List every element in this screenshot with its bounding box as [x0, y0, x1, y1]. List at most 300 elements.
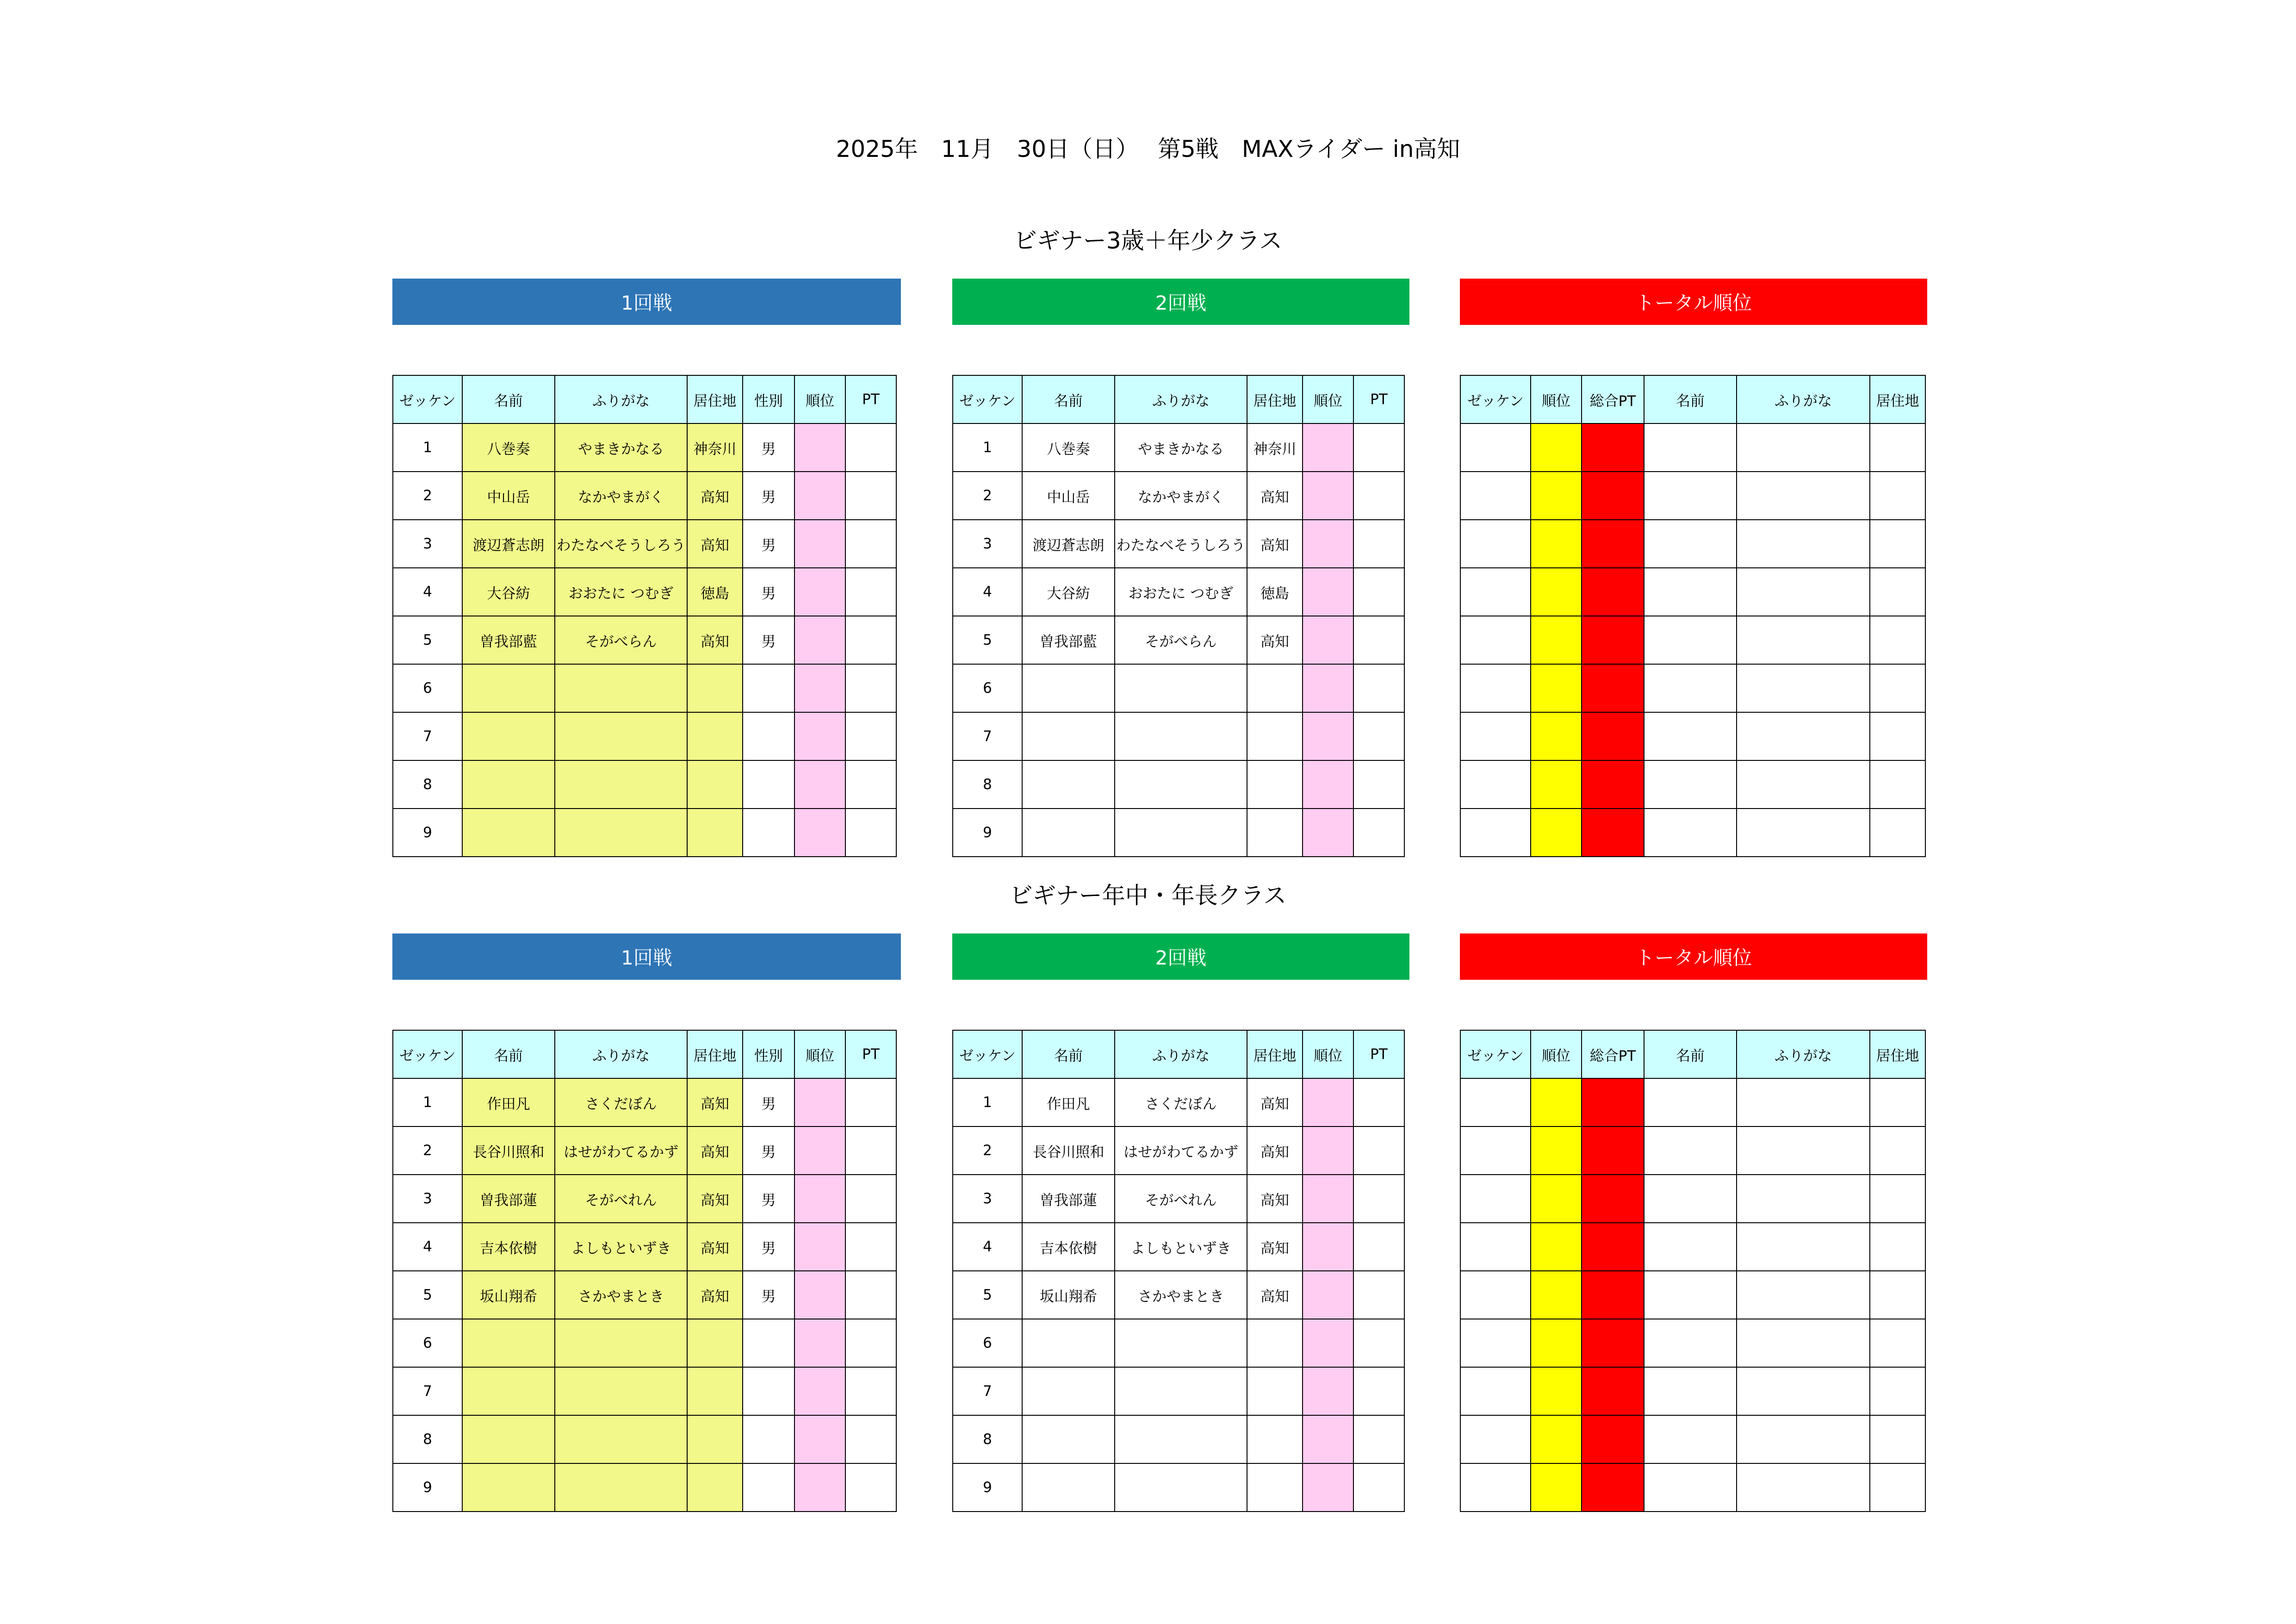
- total-points-cell[interactable]: [1582, 423, 1644, 472]
- bib-number-cell[interactable]: [1460, 520, 1531, 568]
- residence-cell[interactable]: [1247, 1463, 1303, 1512]
- residence-cell[interactable]: [1870, 1463, 1925, 1512]
- furigana-cell[interactable]: はせがわてるかず: [555, 1126, 687, 1175]
- residence-cell[interactable]: [1247, 664, 1303, 712]
- bib-number-cell[interactable]: 1: [953, 1078, 1022, 1126]
- rank-cell[interactable]: [1303, 1367, 1353, 1415]
- points-cell[interactable]: [845, 472, 896, 520]
- bib-number-cell[interactable]: [1460, 616, 1531, 664]
- name-cell[interactable]: 曽我部藍: [462, 616, 555, 664]
- residence-cell[interactable]: [1870, 664, 1925, 712]
- rank-cell[interactable]: [794, 520, 845, 568]
- residence-cell[interactable]: 高知: [687, 1078, 743, 1126]
- rank-cell[interactable]: [1303, 1463, 1353, 1512]
- name-cell[interactable]: [1022, 809, 1115, 857]
- gender-cell[interactable]: 男: [743, 1078, 794, 1126]
- bib-number-cell[interactable]: 2: [953, 1126, 1022, 1175]
- name-cell[interactable]: [1644, 1223, 1737, 1271]
- furigana-cell[interactable]: わたなべそうしろう: [1115, 520, 1247, 568]
- bib-number-cell[interactable]: [1460, 760, 1531, 809]
- rank-cell[interactable]: [794, 760, 845, 809]
- name-cell[interactable]: [1022, 760, 1115, 809]
- residence-cell[interactable]: 高知: [687, 472, 743, 520]
- bib-number-cell[interactable]: 8: [393, 1415, 462, 1463]
- bib-number-cell[interactable]: [1460, 1367, 1531, 1415]
- rank-cell[interactable]: [794, 1175, 845, 1223]
- total-points-cell[interactable]: [1582, 1175, 1644, 1223]
- name-cell[interactable]: [462, 664, 555, 712]
- residence-cell[interactable]: [687, 712, 743, 760]
- furigana-cell[interactable]: [555, 664, 687, 712]
- points-cell[interactable]: [845, 760, 896, 809]
- residence-cell[interactable]: [1870, 1126, 1925, 1175]
- rank-cell[interactable]: [1531, 1078, 1582, 1126]
- rank-cell[interactable]: [1303, 1126, 1353, 1175]
- points-cell[interactable]: [845, 568, 896, 616]
- points-cell[interactable]: [845, 1126, 896, 1175]
- bib-number-cell[interactable]: 6: [953, 664, 1022, 712]
- total-points-cell[interactable]: [1582, 520, 1644, 568]
- bib-number-cell[interactable]: 2: [393, 472, 462, 520]
- total-points-cell[interactable]: [1582, 568, 1644, 616]
- furigana-cell[interactable]: さくだぼん: [555, 1078, 687, 1126]
- furigana-cell[interactable]: さかやまとき: [1115, 1271, 1247, 1319]
- gender-cell[interactable]: [743, 664, 794, 712]
- residence-cell[interactable]: 高知: [1247, 1223, 1303, 1271]
- residence-cell[interactable]: 徳島: [687, 568, 743, 616]
- name-cell[interactable]: [1022, 1319, 1115, 1367]
- name-cell[interactable]: [1644, 1126, 1737, 1175]
- total-points-cell[interactable]: [1582, 1319, 1644, 1367]
- total-points-cell[interactable]: [1582, 664, 1644, 712]
- name-cell[interactable]: 曽我部蓮: [462, 1175, 555, 1223]
- bib-number-cell[interactable]: [1460, 423, 1531, 472]
- points-cell[interactable]: [845, 664, 896, 712]
- furigana-cell[interactable]: [1737, 664, 1870, 712]
- name-cell[interactable]: 長谷川照和: [1022, 1126, 1115, 1175]
- rank-cell[interactable]: [794, 616, 845, 664]
- gender-cell[interactable]: 男: [743, 568, 794, 616]
- residence-cell[interactable]: [687, 809, 743, 857]
- rank-cell[interactable]: [794, 712, 845, 760]
- bib-number-cell[interactable]: 7: [953, 712, 1022, 760]
- rank-cell[interactable]: [1531, 1463, 1582, 1512]
- name-cell[interactable]: [462, 1463, 555, 1512]
- total-points-cell[interactable]: [1582, 809, 1644, 857]
- rank-cell[interactable]: [1303, 1415, 1353, 1463]
- residence-cell[interactable]: [1870, 712, 1925, 760]
- bib-number-cell[interactable]: 9: [393, 809, 462, 857]
- furigana-cell[interactable]: よしもといずき: [555, 1223, 687, 1271]
- points-cell[interactable]: [845, 1415, 896, 1463]
- points-cell[interactable]: [845, 520, 896, 568]
- rank-cell[interactable]: [1303, 664, 1353, 712]
- residence-cell[interactable]: 神奈川: [687, 423, 743, 472]
- furigana-cell[interactable]: そがべらん: [555, 616, 687, 664]
- rank-cell[interactable]: [1303, 568, 1353, 616]
- furigana-cell[interactable]: [1737, 1175, 1870, 1223]
- furigana-cell[interactable]: [1737, 1126, 1870, 1175]
- name-cell[interactable]: 中山岳: [1022, 472, 1115, 520]
- bib-number-cell[interactable]: 7: [393, 712, 462, 760]
- name-cell[interactable]: [1644, 809, 1737, 857]
- bib-number-cell[interactable]: 6: [393, 1319, 462, 1367]
- rank-cell[interactable]: [1531, 1367, 1582, 1415]
- name-cell[interactable]: 八巻奏: [1022, 423, 1115, 472]
- total-points-cell[interactable]: [1582, 1415, 1644, 1463]
- residence-cell[interactable]: [1870, 568, 1925, 616]
- residence-cell[interactable]: [687, 1319, 743, 1367]
- residence-cell[interactable]: [1870, 472, 1925, 520]
- residence-cell[interactable]: [1870, 1415, 1925, 1463]
- bib-number-cell[interactable]: [1460, 809, 1531, 857]
- bib-number-cell[interactable]: 2: [953, 472, 1022, 520]
- residence-cell[interactable]: [687, 1463, 743, 1512]
- residence-cell[interactable]: 高知: [687, 616, 743, 664]
- rank-cell[interactable]: [1531, 1175, 1582, 1223]
- rank-cell[interactable]: [1531, 1223, 1582, 1271]
- furigana-cell[interactable]: [555, 1415, 687, 1463]
- name-cell[interactable]: [1644, 1271, 1737, 1319]
- points-cell[interactable]: [1353, 1175, 1404, 1223]
- rank-cell[interactable]: [1531, 1319, 1582, 1367]
- total-points-cell[interactable]: [1582, 1223, 1644, 1271]
- rank-cell[interactable]: [1531, 1126, 1582, 1175]
- residence-cell[interactable]: 高知: [687, 1223, 743, 1271]
- rank-cell[interactable]: [794, 1126, 845, 1175]
- residence-cell[interactable]: [1247, 1367, 1303, 1415]
- furigana-cell[interactable]: [1115, 664, 1247, 712]
- gender-cell[interactable]: 男: [743, 616, 794, 664]
- name-cell[interactable]: [462, 760, 555, 809]
- residence-cell[interactable]: 神奈川: [1247, 423, 1303, 472]
- furigana-cell[interactable]: [1115, 712, 1247, 760]
- bib-number-cell[interactable]: 8: [953, 1415, 1022, 1463]
- name-cell[interactable]: [1644, 1319, 1737, 1367]
- residence-cell[interactable]: 高知: [687, 1126, 743, 1175]
- bib-number-cell[interactable]: 1: [393, 423, 462, 472]
- furigana-cell[interactable]: やまきかなる: [1115, 423, 1247, 472]
- bib-number-cell[interactable]: [1460, 712, 1531, 760]
- rank-cell[interactable]: [794, 1271, 845, 1319]
- name-cell[interactable]: [1022, 1463, 1115, 1512]
- bib-number-cell[interactable]: 3: [393, 520, 462, 568]
- name-cell[interactable]: [1644, 472, 1737, 520]
- furigana-cell[interactable]: [1737, 1271, 1870, 1319]
- rank-cell[interactable]: [794, 1463, 845, 1512]
- furigana-cell[interactable]: [1737, 1415, 1870, 1463]
- bib-number-cell[interactable]: [1460, 568, 1531, 616]
- points-cell[interactable]: [1353, 1367, 1404, 1415]
- bib-number-cell[interactable]: 2: [393, 1126, 462, 1175]
- name-cell[interactable]: [462, 1415, 555, 1463]
- bib-number-cell[interactable]: 3: [393, 1175, 462, 1223]
- furigana-cell[interactable]: [555, 760, 687, 809]
- furigana-cell[interactable]: なかやまがく: [1115, 472, 1247, 520]
- bib-number-cell[interactable]: 5: [953, 1271, 1022, 1319]
- residence-cell[interactable]: [1870, 809, 1925, 857]
- name-cell[interactable]: [1644, 1078, 1737, 1126]
- name-cell[interactable]: [1644, 1367, 1737, 1415]
- furigana-cell[interactable]: [1115, 1367, 1247, 1415]
- rank-cell[interactable]: [1303, 1175, 1353, 1223]
- points-cell[interactable]: [1353, 809, 1404, 857]
- rank-cell[interactable]: [794, 664, 845, 712]
- rank-cell[interactable]: [1303, 1223, 1353, 1271]
- rank-cell[interactable]: [794, 423, 845, 472]
- name-cell[interactable]: [1644, 760, 1737, 809]
- rank-cell[interactable]: [1303, 616, 1353, 664]
- furigana-cell[interactable]: [1115, 1319, 1247, 1367]
- points-cell[interactable]: [1353, 760, 1404, 809]
- points-cell[interactable]: [1353, 472, 1404, 520]
- residence-cell[interactable]: [1870, 1319, 1925, 1367]
- points-cell[interactable]: [845, 1463, 896, 1512]
- residence-cell[interactable]: 高知: [1247, 1126, 1303, 1175]
- residence-cell[interactable]: [1870, 1271, 1925, 1319]
- name-cell[interactable]: 作田凡: [462, 1078, 555, 1126]
- points-cell[interactable]: [1353, 1223, 1404, 1271]
- rank-cell[interactable]: [1531, 520, 1582, 568]
- residence-cell[interactable]: [687, 664, 743, 712]
- name-cell[interactable]: [462, 712, 555, 760]
- residence-cell[interactable]: 高知: [687, 1175, 743, 1223]
- furigana-cell[interactable]: [555, 1319, 687, 1367]
- furigana-cell[interactable]: [1115, 760, 1247, 809]
- residence-cell[interactable]: [1870, 1175, 1925, 1223]
- rank-cell[interactable]: [1303, 1271, 1353, 1319]
- name-cell[interactable]: [1022, 712, 1115, 760]
- gender-cell[interactable]: [743, 1415, 794, 1463]
- rank-cell[interactable]: [1531, 423, 1582, 472]
- points-cell[interactable]: [1353, 1271, 1404, 1319]
- bib-number-cell[interactable]: [1460, 664, 1531, 712]
- furigana-cell[interactable]: [1737, 1223, 1870, 1271]
- rank-cell[interactable]: [1531, 1415, 1582, 1463]
- points-cell[interactable]: [1353, 568, 1404, 616]
- name-cell[interactable]: 長谷川照和: [462, 1126, 555, 1175]
- residence-cell[interactable]: [1247, 809, 1303, 857]
- furigana-cell[interactable]: はせがわてるかず: [1115, 1126, 1247, 1175]
- furigana-cell[interactable]: [555, 1463, 687, 1512]
- points-cell[interactable]: [845, 423, 896, 472]
- name-cell[interactable]: [1644, 664, 1737, 712]
- name-cell[interactable]: [1644, 520, 1737, 568]
- points-cell[interactable]: [845, 1319, 896, 1367]
- furigana-cell[interactable]: よしもといずき: [1115, 1223, 1247, 1271]
- rank-cell[interactable]: [1303, 760, 1353, 809]
- name-cell[interactable]: 八巻奏: [462, 423, 555, 472]
- gender-cell[interactable]: [743, 1319, 794, 1367]
- points-cell[interactable]: [845, 712, 896, 760]
- points-cell[interactable]: [1353, 423, 1404, 472]
- points-cell[interactable]: [1353, 1319, 1404, 1367]
- residence-cell[interactable]: [1870, 520, 1925, 568]
- name-cell[interactable]: 作田凡: [1022, 1078, 1115, 1126]
- bib-number-cell[interactable]: 4: [393, 568, 462, 616]
- rank-cell[interactable]: [1303, 520, 1353, 568]
- rank-cell[interactable]: [1531, 616, 1582, 664]
- bib-number-cell[interactable]: 1: [953, 423, 1022, 472]
- points-cell[interactable]: [845, 1175, 896, 1223]
- rank-cell[interactable]: [1531, 760, 1582, 809]
- residence-cell[interactable]: 高知: [1247, 520, 1303, 568]
- residence-cell[interactable]: [687, 1415, 743, 1463]
- bib-number-cell[interactable]: 7: [953, 1367, 1022, 1415]
- rank-cell[interactable]: [1531, 568, 1582, 616]
- rank-cell[interactable]: [794, 809, 845, 857]
- residence-cell[interactable]: [1870, 1078, 1925, 1126]
- furigana-cell[interactable]: おおたに つむぎ: [1115, 568, 1247, 616]
- furigana-cell[interactable]: [555, 809, 687, 857]
- residence-cell[interactable]: [687, 760, 743, 809]
- rank-cell[interactable]: [1531, 809, 1582, 857]
- name-cell[interactable]: [1022, 1367, 1115, 1415]
- rank-cell[interactable]: [794, 568, 845, 616]
- bib-number-cell[interactable]: [1460, 1223, 1531, 1271]
- residence-cell[interactable]: [687, 1367, 743, 1415]
- residence-cell[interactable]: [1870, 423, 1925, 472]
- residence-cell[interactable]: [1247, 1415, 1303, 1463]
- rank-cell[interactable]: [1303, 1319, 1353, 1367]
- furigana-cell[interactable]: そがべれん: [1115, 1175, 1247, 1223]
- gender-cell[interactable]: [743, 760, 794, 809]
- residence-cell[interactable]: [1247, 760, 1303, 809]
- gender-cell[interactable]: 男: [743, 1175, 794, 1223]
- total-points-cell[interactable]: [1582, 472, 1644, 520]
- furigana-cell[interactable]: そがべれん: [555, 1175, 687, 1223]
- total-points-cell[interactable]: [1582, 1463, 1644, 1512]
- bib-number-cell[interactable]: 9: [953, 809, 1022, 857]
- bib-number-cell[interactable]: 4: [393, 1223, 462, 1271]
- name-cell[interactable]: [1644, 616, 1737, 664]
- rank-cell[interactable]: [1531, 1271, 1582, 1319]
- rank-cell[interactable]: [1531, 472, 1582, 520]
- bib-number-cell[interactable]: [1460, 1463, 1531, 1512]
- furigana-cell[interactable]: [555, 712, 687, 760]
- points-cell[interactable]: [845, 616, 896, 664]
- name-cell[interactable]: 中山岳: [462, 472, 555, 520]
- furigana-cell[interactable]: さくだぼん: [1115, 1078, 1247, 1126]
- bib-number-cell[interactable]: [1460, 472, 1531, 520]
- gender-cell[interactable]: 男: [743, 1126, 794, 1175]
- furigana-cell[interactable]: [1737, 520, 1870, 568]
- name-cell[interactable]: 曽我部蓮: [1022, 1175, 1115, 1223]
- total-points-cell[interactable]: [1582, 760, 1644, 809]
- bib-number-cell[interactable]: 1: [393, 1078, 462, 1126]
- rank-cell[interactable]: [794, 1319, 845, 1367]
- rank-cell[interactable]: [1531, 712, 1582, 760]
- furigana-cell[interactable]: そがべらん: [1115, 616, 1247, 664]
- gender-cell[interactable]: [743, 1463, 794, 1512]
- residence-cell[interactable]: 高知: [687, 520, 743, 568]
- name-cell[interactable]: 坂山翔希: [1022, 1271, 1115, 1319]
- residence-cell[interactable]: 高知: [1247, 1271, 1303, 1319]
- residence-cell[interactable]: 高知: [687, 1271, 743, 1319]
- name-cell[interactable]: [462, 809, 555, 857]
- points-cell[interactable]: [845, 1367, 896, 1415]
- residence-cell[interactable]: 高知: [1247, 1078, 1303, 1126]
- bib-number-cell[interactable]: [1460, 1415, 1531, 1463]
- residence-cell[interactable]: 高知: [1247, 616, 1303, 664]
- name-cell[interactable]: [462, 1367, 555, 1415]
- points-cell[interactable]: [1353, 712, 1404, 760]
- bib-number-cell[interactable]: 7: [393, 1367, 462, 1415]
- residence-cell[interactable]: [1870, 1367, 1925, 1415]
- furigana-cell[interactable]: [1115, 1463, 1247, 1512]
- bib-number-cell[interactable]: [1460, 1126, 1531, 1175]
- bib-number-cell[interactable]: 5: [393, 1271, 462, 1319]
- bib-number-cell[interactable]: 6: [953, 1319, 1022, 1367]
- name-cell[interactable]: [1644, 1175, 1737, 1223]
- rank-cell[interactable]: [794, 1078, 845, 1126]
- furigana-cell[interactable]: [1115, 809, 1247, 857]
- furigana-cell[interactable]: [1737, 472, 1870, 520]
- gender-cell[interactable]: 男: [743, 520, 794, 568]
- residence-cell[interactable]: 徳島: [1247, 568, 1303, 616]
- furigana-cell[interactable]: さかやまとき: [555, 1271, 687, 1319]
- name-cell[interactable]: 大谷紡: [462, 568, 555, 616]
- gender-cell[interactable]: 男: [743, 423, 794, 472]
- rank-cell[interactable]: [1303, 472, 1353, 520]
- total-points-cell[interactable]: [1582, 712, 1644, 760]
- points-cell[interactable]: [845, 1271, 896, 1319]
- points-cell[interactable]: [1353, 664, 1404, 712]
- rank-cell[interactable]: [794, 472, 845, 520]
- points-cell[interactable]: [1353, 1078, 1404, 1126]
- residence-cell[interactable]: [1247, 712, 1303, 760]
- furigana-cell[interactable]: [555, 1367, 687, 1415]
- bib-number-cell[interactable]: 9: [393, 1463, 462, 1512]
- rank-cell[interactable]: [794, 1367, 845, 1415]
- residence-cell[interactable]: 高知: [1247, 472, 1303, 520]
- residence-cell[interactable]: [1870, 760, 1925, 809]
- furigana-cell[interactable]: [1737, 1078, 1870, 1126]
- residence-cell[interactable]: 高知: [1247, 1175, 1303, 1223]
- rank-cell[interactable]: [1303, 809, 1353, 857]
- name-cell[interactable]: 坂山翔希: [462, 1271, 555, 1319]
- furigana-cell[interactable]: [1737, 1367, 1870, 1415]
- name-cell[interactable]: [1644, 1463, 1737, 1512]
- bib-number-cell[interactable]: [1460, 1175, 1531, 1223]
- bib-number-cell[interactable]: 4: [953, 568, 1022, 616]
- gender-cell[interactable]: [743, 809, 794, 857]
- total-points-cell[interactable]: [1582, 1126, 1644, 1175]
- total-points-cell[interactable]: [1582, 1271, 1644, 1319]
- gender-cell[interactable]: 男: [743, 1223, 794, 1271]
- rank-cell[interactable]: [1303, 712, 1353, 760]
- furigana-cell[interactable]: [1115, 1415, 1247, 1463]
- points-cell[interactable]: [845, 809, 896, 857]
- points-cell[interactable]: [845, 1078, 896, 1126]
- bib-number-cell[interactable]: [1460, 1078, 1531, 1126]
- furigana-cell[interactable]: [1737, 568, 1870, 616]
- bib-number-cell[interactable]: 6: [393, 664, 462, 712]
- furigana-cell[interactable]: なかやまがく: [555, 472, 687, 520]
- bib-number-cell[interactable]: [1460, 1319, 1531, 1367]
- furigana-cell[interactable]: [1737, 760, 1870, 809]
- bib-number-cell[interactable]: [1460, 1271, 1531, 1319]
- bib-number-cell[interactable]: 8: [953, 760, 1022, 809]
- residence-cell[interactable]: [1870, 1223, 1925, 1271]
- gender-cell[interactable]: 男: [743, 1271, 794, 1319]
- rank-cell[interactable]: [1303, 1078, 1353, 1126]
- name-cell[interactable]: 大谷紡: [1022, 568, 1115, 616]
- furigana-cell[interactable]: [1737, 712, 1870, 760]
- points-cell[interactable]: [1353, 520, 1404, 568]
- bib-number-cell[interactable]: 3: [953, 520, 1022, 568]
- name-cell[interactable]: [1644, 568, 1737, 616]
